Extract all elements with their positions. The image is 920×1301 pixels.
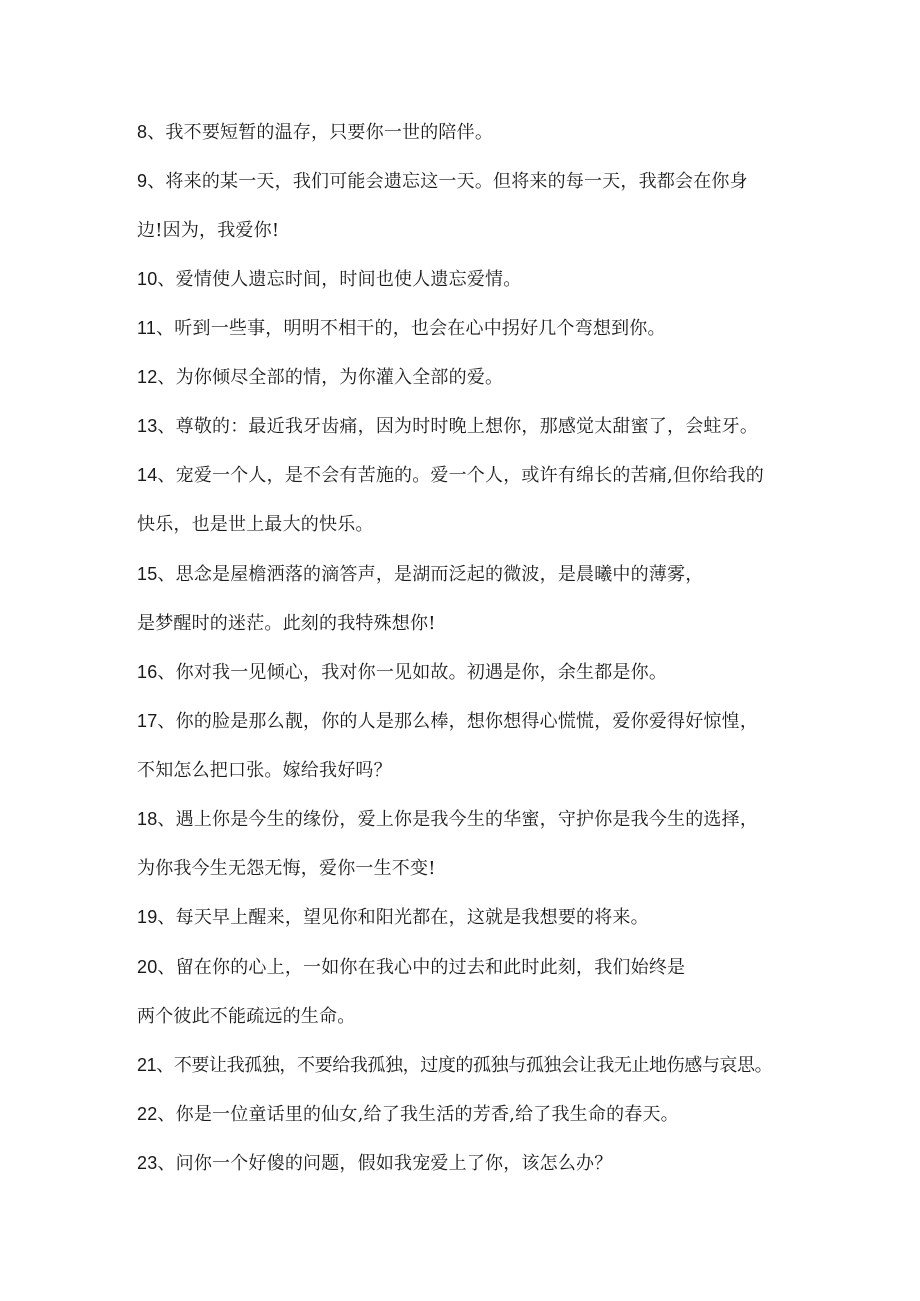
paragraph-line <box>137 856 436 881</box>
line-text: 、不要让我孤独，不要给我孤独，过度的孤独与孤独会让我无止地伤感与哀思。 <box>156 1055 773 1076</box>
line-text: 、留在你的心上，一如你在我心中的过去和此时此刻，我们始终是 <box>157 957 686 978</box>
paragraph-line <box>137 709 758 734</box>
line-text: 、你的脸是那么靓，你的人是那么棒，想你想得心慌慌，爱你爱得好惊惶， <box>157 711 759 732</box>
paragraph-line <box>137 807 758 832</box>
item-number: 17 <box>137 711 158 731</box>
item-number: 18 <box>137 809 158 829</box>
item-number: 22 <box>137 1104 158 1124</box>
line-text: 、宠爱一个人，是不会有苦施的。爱一个人，或许有绵长的苦痛,但你给我的 <box>157 465 764 486</box>
line-text: 是梦醒时的迷茫。此刻的我特殊想你! <box>137 613 436 634</box>
paragraph-line <box>137 1004 355 1029</box>
line-text: 、遇上你是今生的缘份，爱上你是我今生的华蜜，守护你是我今生的选择， <box>157 809 759 830</box>
paragraph-line <box>137 414 758 439</box>
paragraph-line <box>137 955 685 980</box>
paragraph-line <box>137 611 436 636</box>
paragraph-line <box>137 1053 772 1078</box>
paragraph-line <box>137 365 503 390</box>
item-number: 10 <box>137 269 158 289</box>
item-number: 11 <box>137 318 157 338</box>
line-text: 快乐，也是世上最大的快乐。 <box>137 514 374 535</box>
item-number: 16 <box>137 662 158 682</box>
line-text: 两个彼此不能疏远的生命。 <box>137 1006 356 1027</box>
line-text: 、问你一个好傻的问题，假如我宠爱上了你，该怎么办？ <box>157 1153 613 1174</box>
line-text: 、爱情使人遗忘时间，时间也使人遗忘爱情。 <box>157 269 522 290</box>
line-text: 、思念是屋檐洒落的滴答声，是湖而泛起的微波，是晨曦中的薄雾， <box>157 564 704 585</box>
paragraph-line <box>137 758 392 783</box>
paragraph-line <box>137 1151 612 1176</box>
line-text: 、将来的某一天，我们可能会遗忘这一天。但将来的每一天，我都会在你身 <box>147 171 748 192</box>
paragraph-line <box>137 562 703 587</box>
line-text: 、我不要短暂的温存，只要你一世的陪伴。 <box>147 122 494 143</box>
line-text: 边!因为，我爱你! <box>137 220 280 241</box>
line-text: 、听到一些事，明明不相干的，也会在心中拐好几个弯想到你。 <box>156 318 666 339</box>
paragraph-line <box>137 463 764 488</box>
line-text: 、你对我一见倾心，我对你一见如故。初遇是你，余生都是你。 <box>157 662 668 683</box>
item-number: 19 <box>137 907 158 927</box>
line-text: 为你我今生无怨无悔，爱你一生不变! <box>137 858 436 879</box>
item-number: 8 <box>137 122 148 142</box>
line-text: 、尊敬的：最近我牙齿痛，因为时时晚上想你，那感觉太甜蜜了，会蛀牙。 <box>157 416 759 437</box>
paragraph-line <box>137 1102 679 1127</box>
line-text: 、每天早上醒来，望见你和阳光都在，这就是我想要的将来。 <box>157 907 649 928</box>
paragraph-line <box>137 169 748 194</box>
item-number: 9 <box>137 171 148 191</box>
paragraph-line <box>137 267 521 292</box>
item-number: 15 <box>137 564 158 584</box>
paragraph-line <box>137 660 667 685</box>
item-number: 20 <box>137 957 158 977</box>
paragraph-line <box>137 905 649 930</box>
item-number: 13 <box>137 416 158 436</box>
paragraph-line <box>137 316 666 341</box>
line-text: 、为你倾尽全部的情，为你灌入全部的爱。 <box>157 367 504 388</box>
item-number: 23 <box>137 1153 158 1173</box>
item-number: 12 <box>137 367 158 387</box>
item-number: 14 <box>137 465 158 485</box>
paragraph-line <box>137 120 493 145</box>
item-number: 21 <box>137 1055 157 1075</box>
line-text: 、你是一位童话里的仙女,给了我生活的芳香,给了我生命的春天。 <box>157 1104 679 1125</box>
line-text: 不知怎么把口张。嫁给我好吗？ <box>137 760 392 781</box>
paragraph-line <box>137 218 279 243</box>
paragraph-line <box>137 512 374 537</box>
